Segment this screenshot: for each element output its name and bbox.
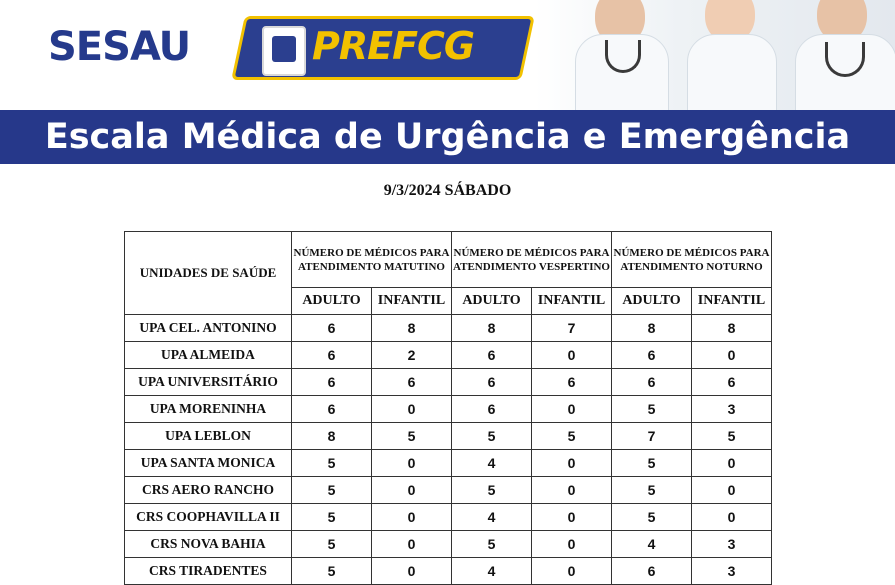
cell-value: 8 <box>692 315 772 342</box>
cell-value: 8 <box>612 315 692 342</box>
cell-value: 0 <box>372 477 452 504</box>
cell-value: 0 <box>372 396 452 423</box>
unit-name: CRS COOPHAVILLA II <box>125 504 292 531</box>
cell-value: 6 <box>452 342 532 369</box>
cell-value: 5 <box>452 477 532 504</box>
cell-value: 0 <box>692 450 772 477</box>
table-row <box>125 423 772 450</box>
afternoon-group-header: NÚMERO DE MÉDICOS PARA ATENDIMENTO VESPERTINO <box>452 232 612 288</box>
table-row <box>125 477 772 504</box>
cell-value: 6 <box>692 369 772 396</box>
cell-value: 6 <box>612 342 692 369</box>
cell-value: 5 <box>292 558 372 585</box>
cell-value: 8 <box>372 315 452 342</box>
cell-value: 6 <box>532 369 612 396</box>
cell-value: 0 <box>532 504 612 531</box>
cell-value: 5 <box>612 477 692 504</box>
cell-value: 7 <box>532 315 612 342</box>
cell-value: 5 <box>692 423 772 450</box>
sesau-logo: SESAU <box>48 24 191 70</box>
unit-name: CRS TIRADENTES <box>125 558 292 585</box>
sub-header-infantil: INFANTIL <box>372 288 452 315</box>
cell-value: 2 <box>372 342 452 369</box>
cell-value: 0 <box>372 558 452 585</box>
header <box>0 0 895 110</box>
cell-value: 4 <box>612 531 692 558</box>
cell-value: 5 <box>372 423 452 450</box>
cell-value: 4 <box>452 558 532 585</box>
units-column-header: UNIDADES DE SAÚDE <box>125 232 292 315</box>
cell-value: 5 <box>452 423 532 450</box>
cell-value: 8 <box>452 315 532 342</box>
cell-value: 0 <box>372 531 452 558</box>
table-row <box>125 369 772 396</box>
cell-value: 0 <box>532 531 612 558</box>
cell-value: 8 <box>292 423 372 450</box>
cell-value: 5 <box>292 504 372 531</box>
unit-name: CRS AERO RANCHO <box>125 477 292 504</box>
sub-header-infantil: INFANTIL <box>692 288 772 315</box>
table-row <box>125 558 772 585</box>
sub-header-infantil: INFANTIL <box>532 288 612 315</box>
cell-value: 0 <box>692 477 772 504</box>
table-row <box>125 315 772 342</box>
cell-value: 5 <box>612 396 692 423</box>
cell-value: 6 <box>292 396 372 423</box>
table-row <box>125 396 772 423</box>
schedule-date: 9/3/2024 SÁBADO <box>383 182 512 199</box>
cell-value: 6 <box>292 315 372 342</box>
cell-value: 5 <box>292 450 372 477</box>
cell-value: 0 <box>532 477 612 504</box>
cell-value: 4 <box>452 450 532 477</box>
night-group-header: NÚMERO DE MÉDICOS PARA ATENDIMENTO NOTURNO <box>612 232 772 288</box>
table-row <box>125 342 772 369</box>
cell-value: 6 <box>292 369 372 396</box>
doctors-photo <box>535 0 895 110</box>
cell-value: 5 <box>612 450 692 477</box>
cell-value: 0 <box>692 342 772 369</box>
cell-value: 0 <box>532 450 612 477</box>
prefcg-logo: PREFCG <box>312 24 475 68</box>
cell-value: 6 <box>612 369 692 396</box>
cell-value: 3 <box>692 396 772 423</box>
unit-name: UPA ALMEIDA <box>125 342 292 369</box>
cell-value: 5 <box>292 531 372 558</box>
cell-value: 6 <box>452 369 532 396</box>
cell-value: 5 <box>452 531 532 558</box>
cell-value: 0 <box>532 342 612 369</box>
cell-value: 7 <box>612 423 692 450</box>
unit-name: UPA UNIVERSITÁRIO <box>125 369 292 396</box>
cell-value: 3 <box>692 531 772 558</box>
sub-header-adulto: ADULTO <box>292 288 372 315</box>
cell-value: 6 <box>292 342 372 369</box>
table-row <box>125 531 772 558</box>
cell-value: 0 <box>532 396 612 423</box>
unit-name: CRS NOVA BAHIA <box>125 531 292 558</box>
cell-value: 0 <box>372 450 452 477</box>
cell-value: 5 <box>292 477 372 504</box>
sub-header-adulto: ADULTO <box>452 288 532 315</box>
morning-group-header: NÚMERO DE MÉDICOS PARA ATENDIMENTO MATUTINO <box>292 232 452 288</box>
crest-icon <box>262 26 306 76</box>
cell-value: 5 <box>532 423 612 450</box>
unit-name: UPA MORENINHA <box>125 396 292 423</box>
schedule-table <box>124 231 772 585</box>
cell-value: 5 <box>612 504 692 531</box>
cell-value: 3 <box>692 558 772 585</box>
table-row <box>125 450 772 477</box>
cell-value: 0 <box>532 558 612 585</box>
banner-title: Escala Médica de Urgência e Emergência <box>44 117 851 157</box>
cell-value: 6 <box>452 396 532 423</box>
cell-value: 6 <box>612 558 692 585</box>
sub-header-adulto: ADULTO <box>612 288 692 315</box>
unit-name: UPA SANTA MONICA <box>125 450 292 477</box>
unit-name: UPA CEL. ANTONINO <box>125 315 292 342</box>
cell-value: 4 <box>452 504 532 531</box>
unit-name: UPA LEBLON <box>125 423 292 450</box>
cell-value: 6 <box>372 369 452 396</box>
table-row <box>125 504 772 531</box>
cell-value: 0 <box>692 504 772 531</box>
cell-value: 0 <box>372 504 452 531</box>
